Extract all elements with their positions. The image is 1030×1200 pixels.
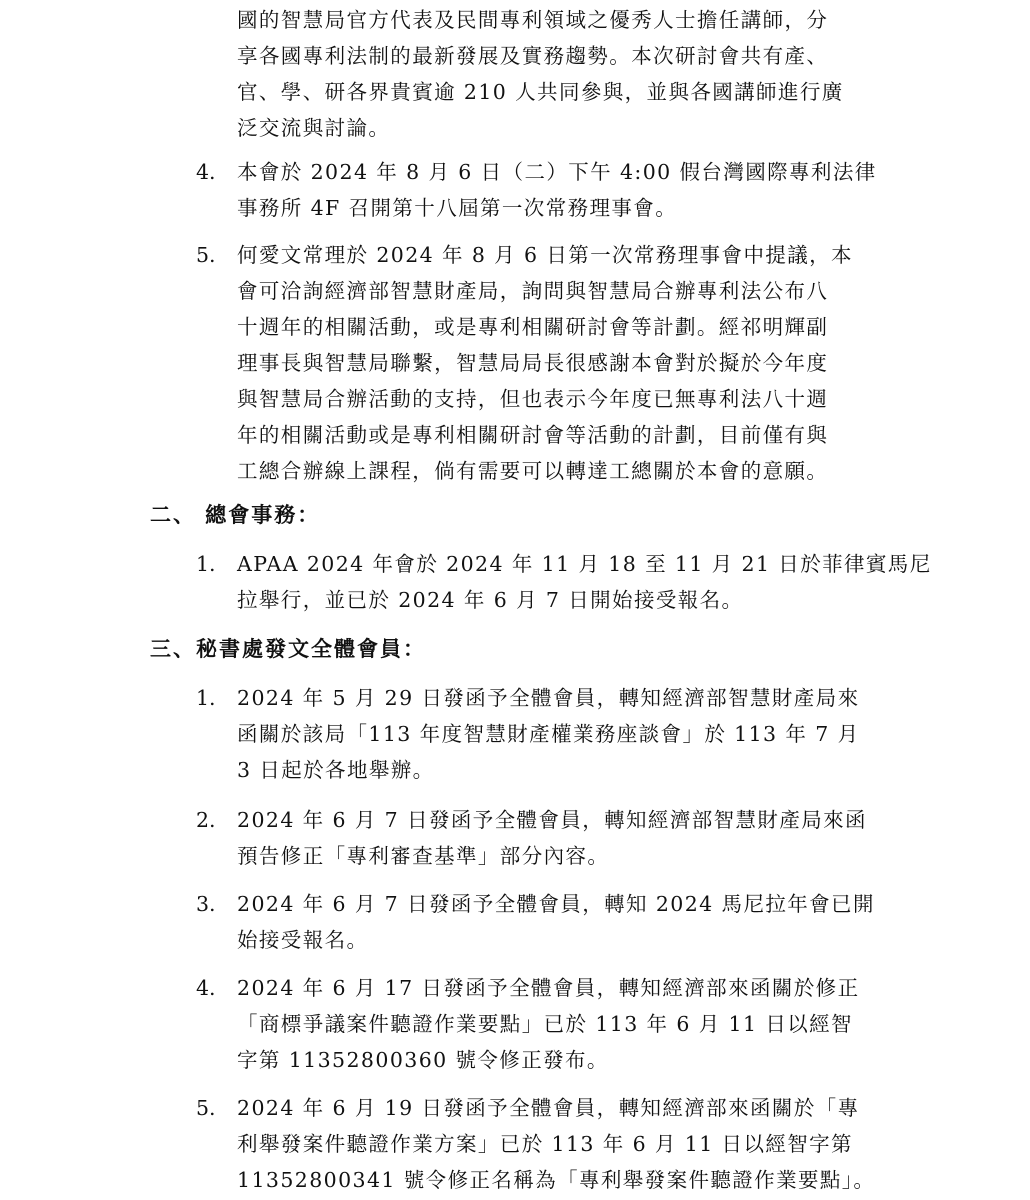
paragraph-line: 2024 年 6 月 7 日發函予全體會員，轉知經濟部智慧財產局來函 xyxy=(237,808,867,832)
paragraph-line: 2024 年 6 月 17 日發函予全體會員，轉知經濟部來函關於修正 xyxy=(237,976,860,1000)
paragraph-line: APAA 2024 年會於 2024 年 11 月 18 至 11 月 21 日於菲律賓馬尼 xyxy=(237,552,932,576)
paragraph-line: 拉舉行，並已於 2024 年 6 月 7 日開始接受報名。 xyxy=(237,588,744,612)
section-heading: 二、 總會事務： xyxy=(150,502,321,527)
paragraph-line: 與智慧局合辦活動的支持，但也表示今年度已無專利法八十週 xyxy=(237,387,829,411)
item-number: 5. xyxy=(196,1096,216,1120)
paragraph-line: 始接受報名。 xyxy=(237,928,369,952)
paragraph-line: 本會於 2024 年 8 月 6 日（二）下午 4:00 假台灣國際專利法律 xyxy=(237,160,877,184)
paragraph-line: 國的智慧局官方代表及民間專利領域之優秀人士擔任講師，分 xyxy=(237,8,829,32)
paragraph-line: 何愛文常理於 2024 年 8 月 6 日第一次常務理事會中提議，本 xyxy=(237,243,853,267)
paragraph-line: 「商標爭議案件聽證作業要點」已於 113 年 6 月 11 日以經智 xyxy=(237,1012,853,1036)
paragraph-line: 2024 年 6 月 7 日發函予全體會員，轉知 2024 馬尼拉年會已開 xyxy=(237,892,875,916)
paragraph-line: 官、學、研各界貴賓逾 210 人共同參與，並與各國講師進行廣 xyxy=(237,80,844,104)
paragraph-line: 理事長與智慧局聯繫，智慧局局長很感謝本會對於擬於今年度 xyxy=(237,351,829,375)
paragraph-line: 預告修正「專利審查基準」部分內容。 xyxy=(237,844,610,868)
paragraph-line: 十週年的相關活動，或是專利相關研討會等計劃。經祁明輝副 xyxy=(237,315,829,339)
section-heading: 三、秘書處發文全體會員： xyxy=(150,636,426,661)
paragraph-line: 11352800341 號令修正名稱為「專利舉發案件聽證作業要點」。 xyxy=(237,1168,876,1192)
paragraph-line: 工總合辦線上課程，倘有需要可以轉達工總關於本會的意願。 xyxy=(237,459,829,483)
item-number: 1. xyxy=(196,552,216,576)
paragraph-line: 泛交流與討論。 xyxy=(237,116,391,140)
paragraph-line: 享各國專利法制的最新發展及實務趨勢。本次研討會共有產、 xyxy=(237,44,829,68)
paragraph-line: 2024 年 6 月 19 日發函予全體會員，轉知經濟部來函關於「專 xyxy=(237,1096,860,1120)
paragraph-line: 函關於該局「113 年度智慧財產權業務座談會」於 113 年 7 月 xyxy=(237,722,860,746)
paragraph-line: 利舉發案件聽證作業方案」已於 113 年 6 月 11 日以經智字第 xyxy=(237,1132,853,1156)
paragraph-line: 3 日起於各地舉辦。 xyxy=(237,758,435,782)
paragraph-line: 事務所 4F 召開第十八屆第一次常務理事會。 xyxy=(237,196,678,220)
item-number: 2. xyxy=(196,808,216,832)
paragraph-line: 年的相關活動或是專利相關研討會等活動的計劃，目前僅有與 xyxy=(237,423,829,447)
paragraph-line: 字第 11352800360 號令修正發布。 xyxy=(237,1048,609,1072)
item-number: 4. xyxy=(196,160,216,184)
item-number: 5. xyxy=(196,243,216,267)
paragraph-line: 2024 年 5 月 29 日發函予全體會員，轉知經濟部智慧財產局來 xyxy=(237,686,860,710)
item-number: 4. xyxy=(196,976,216,1000)
item-number: 1. xyxy=(196,686,216,710)
paragraph-line: 會可洽詢經濟部智慧財產局，詢問與智慧局合辦專利法公布八 xyxy=(237,279,829,303)
item-number: 3. xyxy=(196,892,216,916)
